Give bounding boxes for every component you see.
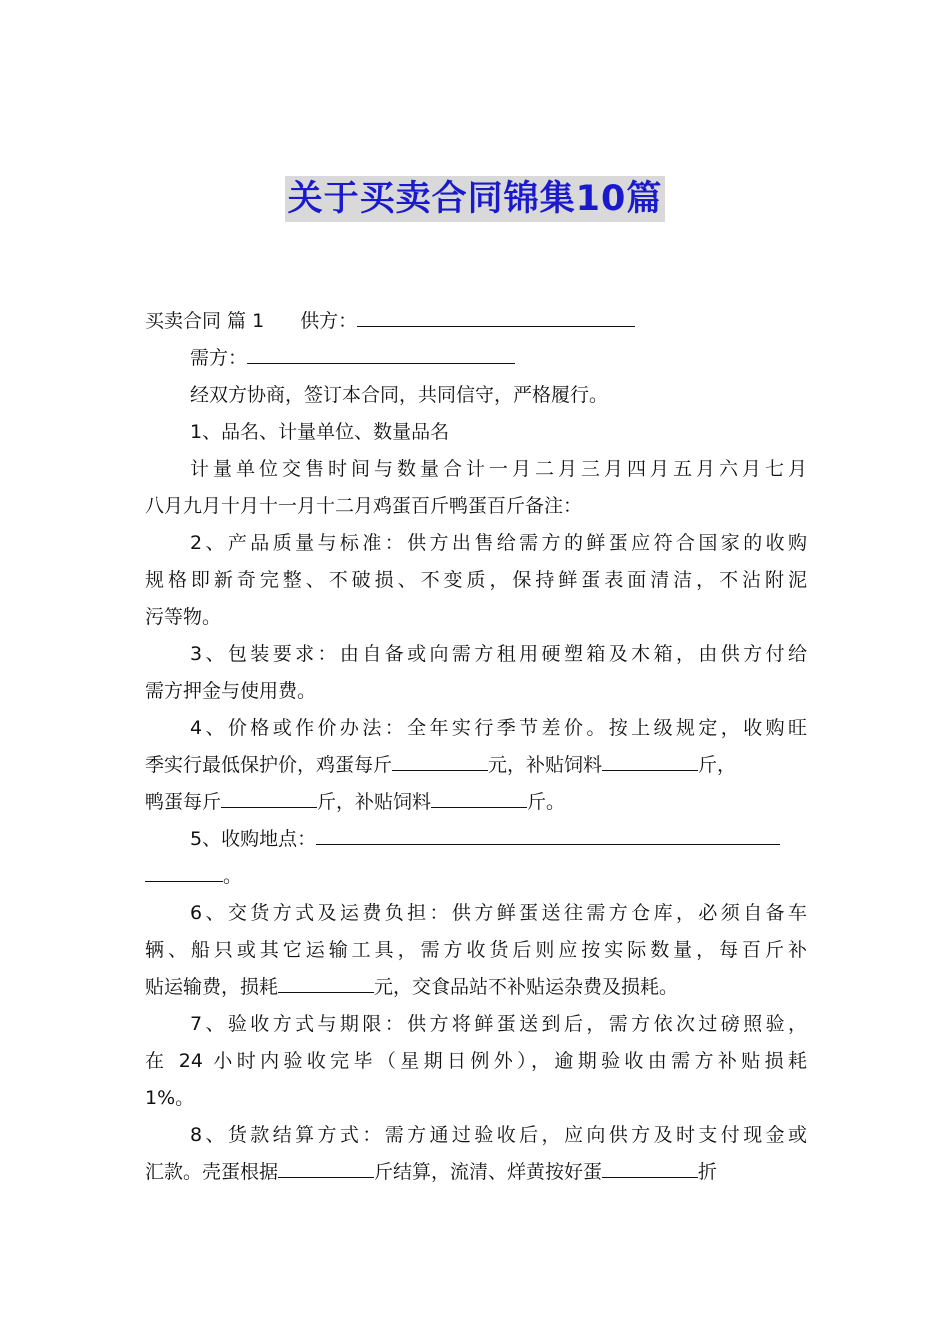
text-segment: 斤， <box>698 754 737 776</box>
supplier-label: 供方： <box>300 310 358 332</box>
text-segment: 汇款。壳蛋根据 <box>145 1161 279 1183</box>
location-blank <box>316 822 780 845</box>
paragraph-line-with-blanks <box>145 821 807 858</box>
line-buyer <box>145 340 807 377</box>
fill-blank <box>431 785 527 808</box>
text-segment: 。 <box>223 865 243 887</box>
buyer-label: 需方： <box>190 347 248 369</box>
paragraph-line: 6、交货方式及运费负担：供方鲜蛋送往需方仓库，必须自备车 <box>190 902 807 924</box>
paragraph-line-with-blanks <box>145 747 807 784</box>
paragraph-line: 3、包装要求：由自备或向需方租用硬塑箱及木箱，由供方付给 <box>190 643 807 665</box>
paragraph-line: 7、验收方式与期限：供方将鲜蛋送到后，需方依次过磅照验， <box>190 1013 807 1035</box>
document-body <box>145 303 807 1191</box>
fill-blank <box>278 970 374 993</box>
paragraph-line: 1、品名、计量单位、数量品名 <box>190 421 450 443</box>
line-supplier <box>145 303 807 340</box>
text-segment: 斤。 <box>527 791 566 813</box>
paragraph-line: 八月九月十月十一月十二月鸡蛋百斤鸭蛋百斤备注： <box>145 495 583 517</box>
fill-blank <box>221 785 317 808</box>
paragraph-line: 经双方协商，签订本合同，共同信守，严格履行。 <box>190 384 609 406</box>
paragraph-line: 2、产品质量与标准：供方出售给需方的鲜蛋应符合国家的收购 <box>190 532 807 554</box>
text-segment: 贴运输费，损耗 <box>145 976 279 998</box>
contract-heading: 买卖合同 篇 1 <box>145 310 265 332</box>
paragraph-line: 计量单位交售时间与数量合计一月二月三月四月五月六月七月 <box>190 458 807 480</box>
supplier-blank <box>357 304 635 327</box>
paragraph-line: 规格即新奇完整、不破损、不变质，保持鲜蛋表面清洁，不沾附泥 <box>145 569 807 591</box>
text-segment: 斤，补贴饲料 <box>317 791 432 813</box>
paragraph-line: 4、价格或作价办法：全年实行季节差价。按上级规定，收购旺 <box>190 717 807 739</box>
paragraph-line: 需方押金与使用费。 <box>145 680 317 702</box>
paragraph-line-with-blanks <box>145 1154 807 1191</box>
paragraph-line-with-blanks <box>145 784 807 821</box>
location-blank-continued <box>145 859 223 882</box>
fill-blank <box>602 1155 698 1178</box>
paragraph-line: 在 24 小时内验收完毕（星期日例外），逾期验收由需方补贴损耗 <box>145 1050 807 1072</box>
text-segment: 折 <box>698 1161 718 1183</box>
paragraph-line: 1%。 <box>145 1087 195 1109</box>
text-segment: 斤结算，流清、烊黄按好蛋 <box>374 1161 603 1183</box>
text-segment: 5、收购地点： <box>190 828 317 850</box>
paragraph-line: 8、货款结算方式：需方通过验收后，应向供方及时支付现金或 <box>190 1124 807 1146</box>
document-title: 关于买卖合同锦集10篇 <box>285 176 666 222</box>
text-segment: 元，交食品站不补贴运杂费及损耗。 <box>374 976 679 998</box>
text-segment: 元，补贴饲料 <box>488 754 603 776</box>
paragraph-line-with-blanks <box>145 969 807 1006</box>
fill-blank <box>392 748 488 771</box>
paragraph-line: 辆、船只或其它运输工具，需方收货后则应按实际数量，每百斤补 <box>145 939 807 961</box>
buyer-blank <box>247 341 515 364</box>
text-segment: 鸭蛋每斤 <box>145 791 222 813</box>
title-container <box>0 176 950 222</box>
text-segment: 季实行最低保护价，鸡蛋每斤 <box>145 754 393 776</box>
fill-blank <box>278 1155 374 1178</box>
paragraph-line-with-blanks <box>145 858 807 895</box>
fill-blank <box>602 748 698 771</box>
paragraph-line: 污等物。 <box>145 606 222 628</box>
